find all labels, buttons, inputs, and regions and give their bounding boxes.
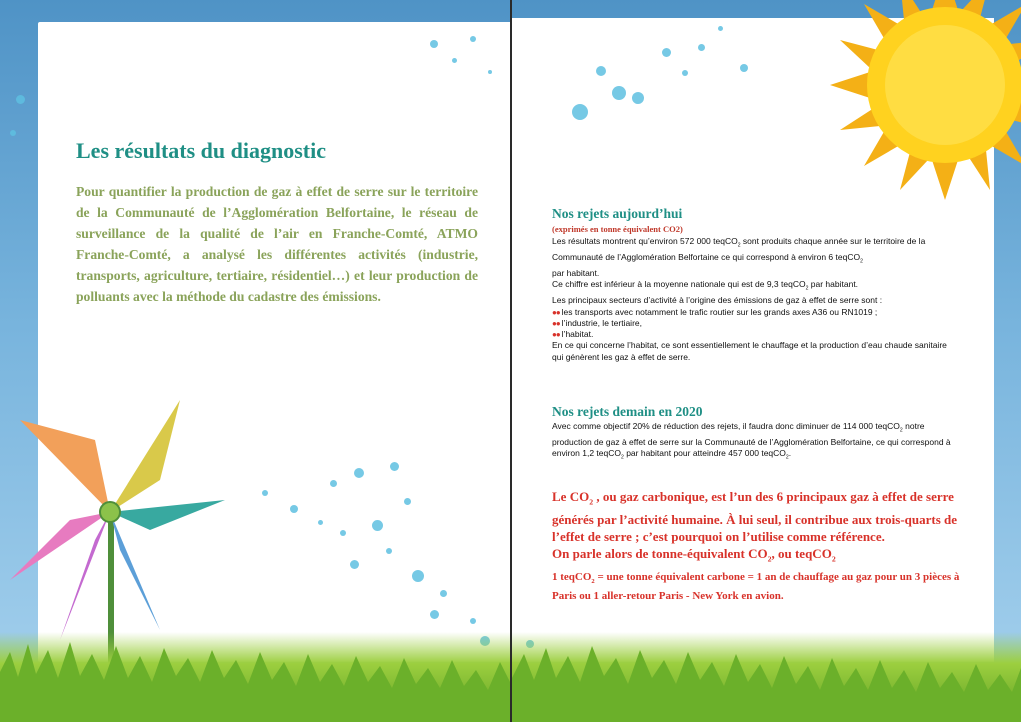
bubble	[470, 36, 476, 42]
bubble	[698, 44, 705, 51]
section-today-paragraph-3: Les principaux secteurs d’activité à l’origine des émissions de gaz à effet de serre sont :	[552, 295, 883, 306]
section-today-title: Nos rejets aujourd’hui	[552, 206, 683, 221]
bubble	[440, 590, 447, 597]
bubble	[390, 462, 399, 471]
bubble	[354, 468, 364, 478]
bubble	[412, 570, 424, 582]
bubble	[488, 70, 492, 74]
intro-paragraph: Pour quantifier la production de gaz à effet de serre sur le territoire de la Communauté de l’Agglomération Belfortaine, le réseau de surveillance de la qualité de l’air en Franche-Comté, ATMO Franche-Comté, a analysé les différentes activités (industrie, transports, agriculture, tertiaire, résidentiel…) et leur production de polluants avec la méthode du cadastre des émissions.	[76, 184, 478, 304]
list-item: ●● l’habitat.	[552, 329, 594, 340]
section-today-paragraph-4: En ce qui concerne l’habitat, ce sont essentiellement le chauffage et la production d’eau chaude sanitaire qui génèrent les gaz à effet de serre.	[552, 340, 947, 362]
bubble	[718, 26, 723, 31]
bubble	[682, 70, 688, 76]
grass-strip	[0, 632, 510, 722]
bullet-icon: ●●	[552, 307, 560, 317]
left-page	[0, 0, 510, 722]
teqco2-definition: On parle alors de tonne-équivalent $CO_2$, ou teqCO$_2$	[552, 545, 836, 564]
bubble	[16, 95, 25, 104]
bubble	[632, 92, 644, 104]
bubble	[340, 530, 346, 536]
bubble	[430, 610, 439, 619]
bullet-icon: ●●	[552, 318, 560, 328]
section-today-subtitle: (exprimés en tonne équivalent CO2)	[552, 224, 683, 234]
bubble	[350, 560, 359, 569]
section-today-paragraph-2: Ce chiffre est inférieur à la moyenne nationale qui est de 9,3 teqCO$_2$ par habitant.	[552, 279, 859, 292]
teqco2-equivalence: 1 teqCO$_2$ = une tonne équivalent carbone = 1 an de chauffage au gaz pour un 3 pièces à Paris ou 1 aller-retour Paris - New York en avion.	[552, 571, 960, 603]
right-page	[512, 0, 1021, 722]
bubble	[10, 130, 16, 136]
bubble	[262, 490, 268, 496]
bubble	[470, 618, 476, 624]
bubble	[404, 498, 411, 505]
co2-highlight	[552, 488, 972, 604]
bubble	[330, 480, 337, 487]
section-today-paragraph-1: Les résultats montrent qu’environ 572 000 teqCO$_2$ sont produits chaque année sur le territoire de la Communauté de l’Agglomération Belfortaine ce qui correspond à environ 6 teqCO$_2$ par habitant.	[552, 236, 926, 278]
section-today-body	[552, 236, 960, 363]
bubble	[662, 48, 671, 57]
sun-illustration	[830, 0, 1021, 200]
bubble	[290, 505, 298, 513]
co2-definition: Le $CO_2$ , ou gaz carbonique, est l’un des 6 principaux gaz à effet de serre générés par l’activité humaine. À lui seul, il contribue aux trois-quarts de l’effet de serre ; c’est pourquoi on l’utilise comme référence.	[552, 489, 958, 544]
bubble	[386, 548, 392, 554]
bullet-icon: ●●	[552, 330, 560, 340]
bubble	[372, 520, 383, 531]
section-2020-body	[552, 421, 960, 464]
bubble	[596, 66, 606, 76]
page-title: Les résultats du diagnostic	[76, 138, 326, 163]
list-item: ●● les transports avec notamment le trafic routier sur les grands axes A36 ou RN1019 ;	[552, 306, 878, 317]
list-item: ●● l’industrie, le tertiaire,	[552, 317, 642, 328]
bubble	[612, 86, 626, 100]
grass-strip	[512, 632, 1021, 722]
bubble	[572, 104, 588, 120]
bubble	[430, 40, 438, 48]
section-2020-paragraph: Avec comme objectif 20% de réduction des rejets, il faudra donc diminuer de 114 000 teqCO$_2$ notre production de gaz à effet de serre sur la Communauté de l’Agglomération Belfortaine, ce qui correspond à environ 1,2 teqCO$_2$ par habitant pour atteindre 457 000 teqCO$_2$.	[552, 421, 951, 461]
bubble	[452, 58, 457, 63]
bubble	[740, 64, 748, 72]
bubble	[318, 520, 323, 525]
section-2020-title: Nos rejets demain en 2020	[552, 404, 703, 419]
